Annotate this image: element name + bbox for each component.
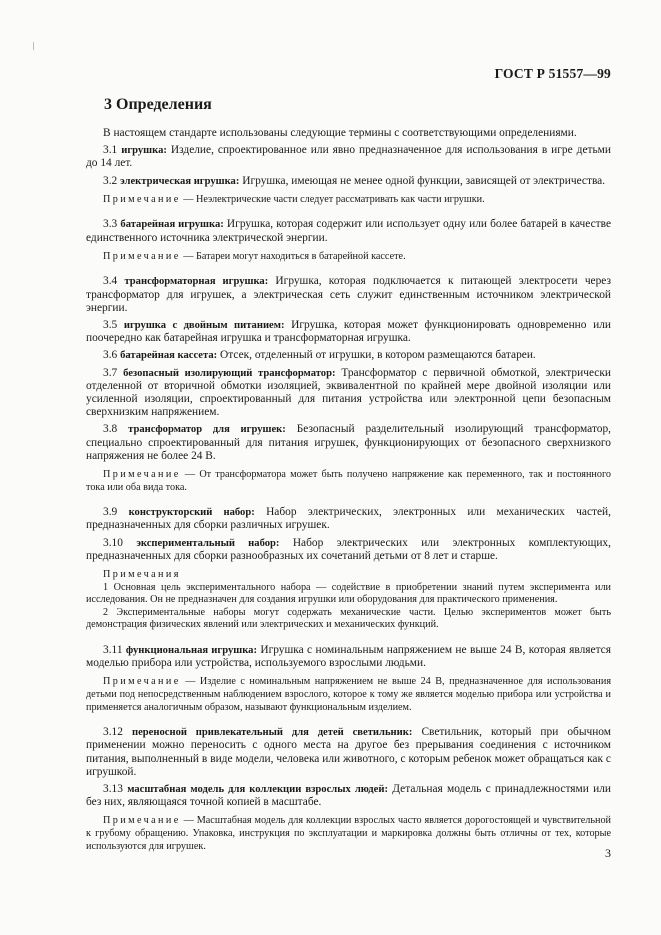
page-number: 3 bbox=[605, 846, 611, 860]
intro-paragraph: В настоящем стандарте использованы следующие термины с соответствующими определениями. bbox=[103, 127, 577, 139]
term-number: 3.11 bbox=[103, 644, 123, 657]
term-name: функциональная игрушка: bbox=[125, 645, 257, 657]
definition-3-6 bbox=[86, 349, 611, 362]
term-number: 3.12 bbox=[103, 726, 123, 739]
note-3-10-1: 1 Основная цель экспериментального набора — содействие в приобретении знаний путем эксперимента или исследования. Он не предназначен для создания игрушки или оборудования для практического применения. bbox=[86, 581, 611, 606]
note-3-3 bbox=[86, 251, 611, 264]
term-name: масштабная модель для коллекции взрослых людей: bbox=[127, 784, 388, 796]
term-definition: Игрушка, которая содержит или использует одну или более батарей в качестве единственного источника электрической энергии. bbox=[86, 218, 612, 244]
term-definition: Игрушка, имеющая не менее одной функции, зависящей от электричества. bbox=[242, 174, 606, 187]
term-number: 3.9 bbox=[103, 506, 118, 519]
term-definition: Набор электрических, электронных или механических частей, предназначенных для сборки различных игрушек. bbox=[86, 506, 611, 532]
note-text: — Неэлектрические части следует рассматривать как части игрушки. bbox=[183, 193, 485, 205]
note-label: Примечание bbox=[103, 469, 181, 481]
definition-3-5 bbox=[86, 319, 611, 345]
term-name: батарейная кассета: bbox=[120, 350, 218, 362]
definition-3-12 bbox=[86, 726, 611, 779]
term-definition: Отсек, отделенный от игрушки, в котором размещаются батареи. bbox=[220, 349, 536, 362]
term-number: 3.3 bbox=[103, 218, 118, 231]
term-name: игрушка с двойным питанием: bbox=[123, 320, 285, 332]
note-text: — От трансформатора может быть получено напряжение как переменного, так и постоянного тока или оба вида тока. bbox=[86, 469, 612, 493]
scan-mark bbox=[33, 42, 34, 50]
term-number: 3.8 bbox=[103, 423, 118, 436]
term-number: 3.7 bbox=[103, 366, 118, 379]
term-definition: Игрушка с номинальным напряжением не выше 24 В, которая является моделью прибора или устройства, используемого взрослыми людьми. bbox=[86, 644, 611, 670]
note-3-10-2: 2 Экспериментальные наборы могут содержать механические части. Целью экспериментов может быть демонстрация физических явлений или электрических и механических функций. bbox=[86, 606, 611, 631]
definition-3-3 bbox=[86, 218, 611, 244]
definition-3-1 bbox=[86, 144, 611, 170]
term-number: 3.1 bbox=[103, 144, 118, 157]
note-3-13 bbox=[86, 815, 611, 853]
note-text: — Батареи могут находиться в батарейной кассете. bbox=[183, 250, 406, 262]
term-definition: Игрушка, которая может функционировать одновременно или поочередно как батарейная игрушка и трансформаторная игрушка. bbox=[86, 319, 611, 345]
definition-3-4 bbox=[86, 275, 611, 315]
note-label: Примечание bbox=[103, 815, 181, 827]
term-name: экспериментальный набор: bbox=[136, 537, 280, 549]
term-number: 3.6 bbox=[103, 349, 118, 362]
term-name: электрическая игрушка: bbox=[120, 175, 240, 187]
term-name: конструкторский набор: bbox=[128, 507, 255, 519]
definitions-body bbox=[86, 127, 611, 865]
definition-3-13 bbox=[86, 783, 611, 809]
term-name: трансформатор для игрушек: bbox=[128, 424, 286, 436]
notes-label bbox=[86, 569, 611, 582]
note-3-8 bbox=[86, 469, 611, 494]
term-name: переносной привлекательный для детей светильник: bbox=[131, 727, 413, 739]
note-label: Примечание bbox=[103, 250, 181, 262]
note-text: — Изделие с номинальным напряжением не выше 24 В, предназначенное для использования детьми под непосредственным наблюдением взрослого, которое к тому же является моделью прибора или устройства и применяется аналогичным образом, называют функциональным изделием. bbox=[86, 676, 612, 713]
term-name: батарейная игрушка: bbox=[120, 219, 224, 231]
note-text: — Масштабная модель для коллекции взрослых часто является дорогостоящей и чувствительной к грубому обращению. Упаковка, инструкция по эксплуатации и маркировка должны быть отличны от тех, которые используются для игрушек. bbox=[86, 815, 611, 852]
term-name: игрушка: bbox=[121, 145, 167, 157]
term-definition: Безопасный разделительный изолирующий трансформатор, специально спроектированный для питания игрушек, функционирующих от безопасного сверхнизкого напряжения не более 24 В. bbox=[86, 423, 612, 462]
term-number: 3.13 bbox=[103, 783, 123, 796]
definition-3-10 bbox=[86, 537, 611, 563]
term-number: 3.2 bbox=[103, 174, 118, 187]
term-number: 3.5 bbox=[103, 319, 118, 332]
term-definition: Изделие, спроектированное или явно предназначенное для использования в игре детьми до 14 лет. bbox=[86, 144, 611, 170]
term-number: 3.10 bbox=[103, 536, 123, 549]
definition-3-9 bbox=[86, 506, 611, 532]
note-3-2 bbox=[86, 194, 611, 207]
term-number: 3.4 bbox=[103, 275, 118, 288]
term-definition: Светильник, который при обычном применении можно переносить с одного места на другое без прерывания соединения с источником питания, выполненный в виде модели, человека или животного, с которым ребенок может обращаться как с игрушкой. bbox=[86, 726, 611, 778]
term-definition: Игрушка, которая подключается к питающей электросети через трансформатор для игрушек, а электрическая сеть служит единственным источником электрической энергии. bbox=[86, 275, 611, 314]
definition-3-8 bbox=[86, 423, 611, 463]
definition-3-2 bbox=[86, 175, 611, 188]
term-name: трансформаторная игрушка: bbox=[124, 276, 269, 288]
term-definition: Трансформатор с первичной обмоткой, электрически отделенной от вторичной обмотки изоляцией, эквивалентной по крайней мере двойной изоляции или усиленной изоляции, спроектированный для питания устройства или электронной цепи безопасным сверхнизким напряжением. bbox=[86, 366, 611, 419]
term-definition: Набор электрических или электронных комплектующих, предназначенных для сборки разнообразных их сочетаний детьми от 8 лет и старше. bbox=[86, 536, 611, 562]
term-name: безопасный изолирующий трансформатор: bbox=[123, 367, 336, 379]
section-title: 3 Определения bbox=[104, 96, 212, 113]
definition-3-11 bbox=[86, 644, 611, 670]
note-3-11 bbox=[86, 676, 611, 714]
notes-label-text: Примечания bbox=[103, 569, 181, 581]
notes-3-10 bbox=[86, 569, 611, 632]
term-definition: Детальная модель с принадлежностями или без них, являющаяся точной копией в масштабе. bbox=[86, 783, 611, 809]
note-label: Примечание bbox=[103, 193, 181, 205]
definition-3-7 bbox=[86, 367, 611, 420]
note-label: Примечание bbox=[103, 676, 181, 688]
standard-code: ГОСТ Р 51557—99 bbox=[494, 66, 611, 81]
